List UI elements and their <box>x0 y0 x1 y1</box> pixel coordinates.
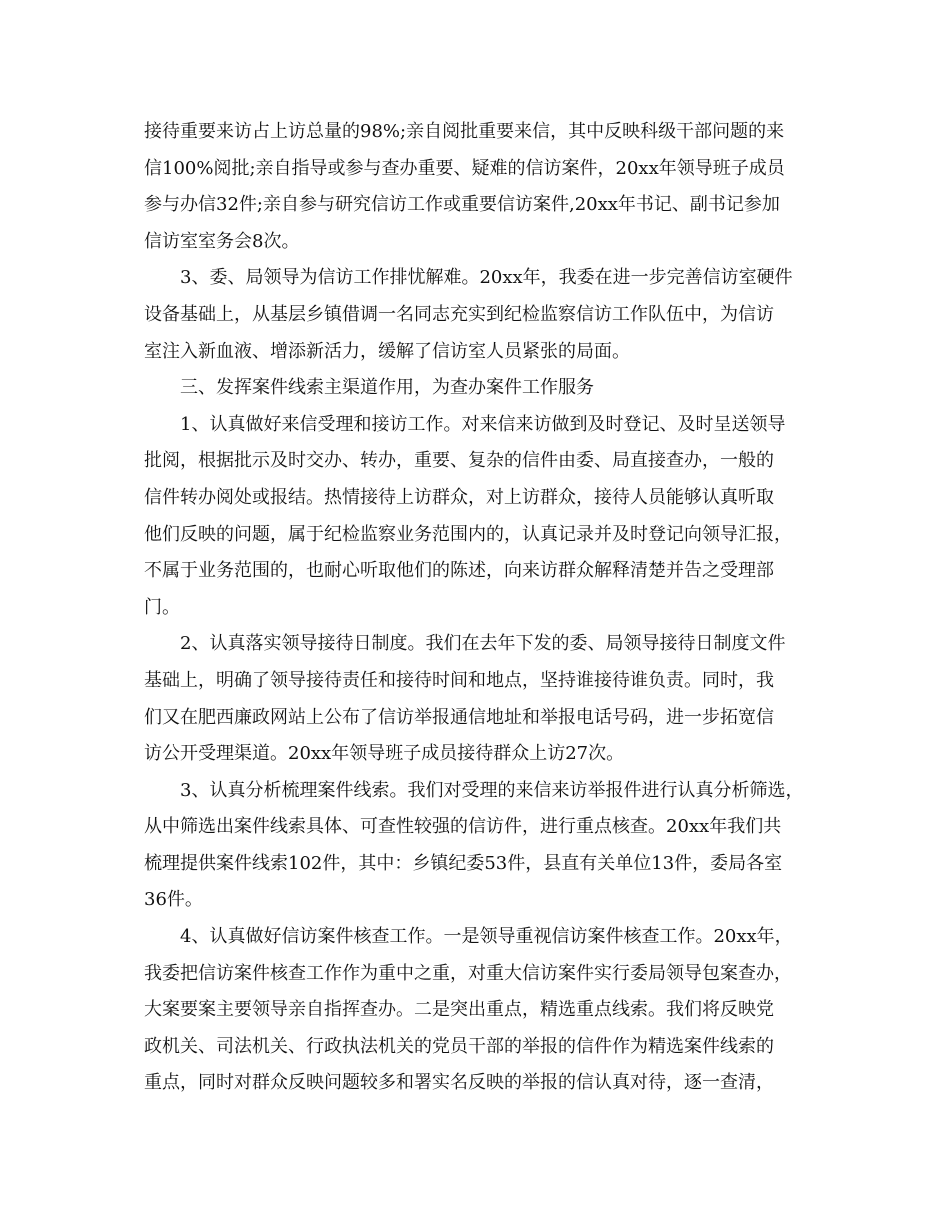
text-line: 梳理提供案件线索102件，其中：乡镇纪委53件，县直有关单位13件，委局各室 <box>144 852 783 874</box>
text-line: 不属于业务范围的，也耐心听取他们的陈述，向来访群众解释清楚并告之受理部 <box>144 560 774 582</box>
text-line: 从中筛选出案件线索具体、可查性较强的信访件，进行重点核查。20xx年我们共 <box>144 816 782 838</box>
text-line: 36件。 <box>144 889 203 911</box>
section-heading: 三、发挥案件线索主渠道作用，为查办案件工作服务 <box>180 377 594 399</box>
text-line: 重点，同时对群众反映问题较多和署实名反映的举报的信认真对待，逐一查清， <box>144 1072 774 1094</box>
text-line: 大案要案主要领导亲自指挥查办。二是突出重点，精选重点线索。我们将反映党 <box>144 999 774 1021</box>
text-line: 信100%阅批;亲自指导或参与查办重要、疑难的信访案件，20xx年领导班子成员 <box>144 157 785 179</box>
text-line: 访公开受理渠道。20xx年领导班子成员接待群众上访27次。 <box>144 743 625 765</box>
text-line: 他们反映的问题，属于纪检监察业务范围内的，认真记录并及时登记向领导汇报， <box>144 523 792 545</box>
text-line: 接待重要来访占上访总量的98%;亲自阅批重要来信，其中反映科级干部问题的来 <box>144 121 785 142</box>
text-line: 批阅，根据批示及时交办、转办，重要、复杂的信件由委、局直接查办，一般的 <box>144 450 774 472</box>
text-line: 2、认真落实领导接待日制度。我们在去年下发的委、局领导接待日制度文件 <box>180 633 786 655</box>
text-line: 设备基础上，从基层乡镇借调一名同志充实到纪检监察信访工作队伍中，为信访 <box>144 303 774 325</box>
text-line: 4、认真做好信访案件核查工作。一是领导重视信访案件核查工作。20xx年， <box>180 926 793 948</box>
text-line: 基础上，明确了领导接待责任和接待时间和地点，坚持谁接待谁负责。同时，我 <box>144 669 774 691</box>
text-line: 3、认真分析梳理案件线索。我们对受理的来信来访举报件进行认真分析筛选， <box>180 779 804 801</box>
text-line: 信件转办阅处或报结。热情接待上访群众，对上访群众，接待人员能够认真听取 <box>144 486 774 508</box>
text-line: 门。 <box>144 596 180 618</box>
document-body <box>144 114 804 1102</box>
text-line: 我委把信访案件核查工作作为重中之重，对重大信访案件实行委局领导包案查办， <box>144 962 792 984</box>
text-line: 参与办信32件;亲自参与研究信访工作或重要信访案件,20xx年书记、副书记参加 <box>144 194 780 216</box>
text-line: 政机关、司法机关、行政执法机关的党员干部的举报的信件作为精选案件线索的 <box>144 1035 774 1057</box>
text-line: 3、委、局领导为信访工作排忧解难。20xx年，我委在进一步完善信访室硬件 <box>180 267 793 289</box>
text-line: 信访室室务会8次。 <box>144 230 300 252</box>
text-line: 1、认真做好来信受理和接访工作。对来信来访做到及时登记、及时呈送领导 <box>180 413 786 435</box>
text-line: 们又在肥西廉政网站上公布了信访举报通信地址和举报电话号码，进一步拓宽信 <box>144 706 774 728</box>
text-line: 室注入新血液、增添新活力，缓解了信访室人员紧张的局面。 <box>144 340 630 362</box>
